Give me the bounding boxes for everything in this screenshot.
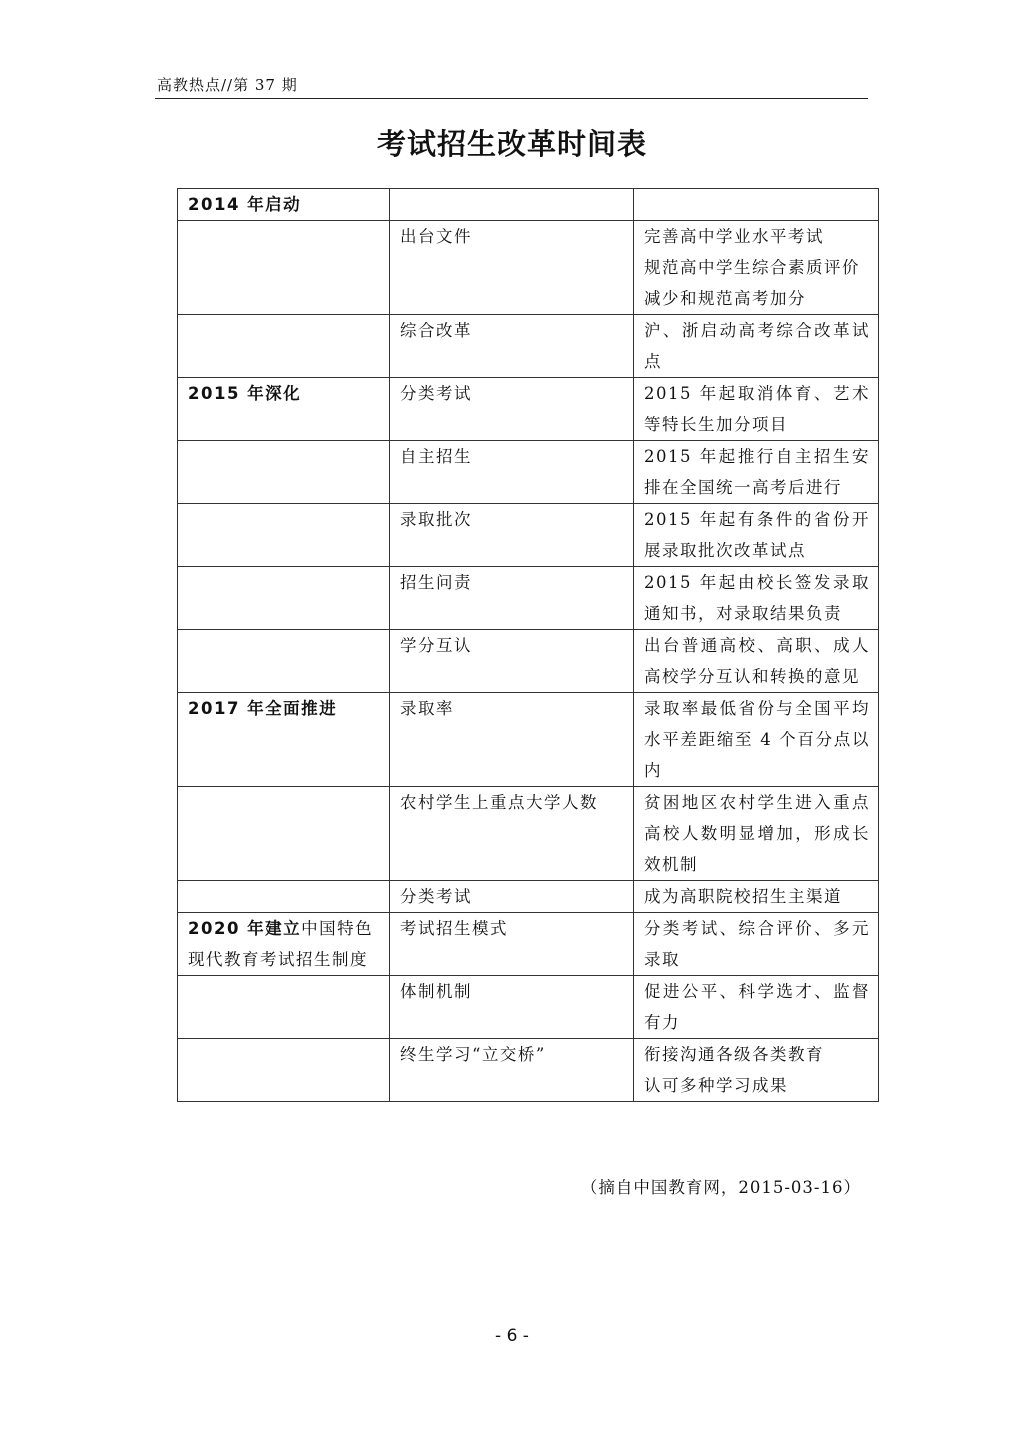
details-cell (634, 881, 879, 913)
item-cell (390, 881, 634, 913)
detail-text: 认可多种学习成果 (644, 1076, 788, 1095)
item-cell (390, 787, 634, 881)
detail-text: 2015 年起取消体育、艺术等特长生加分项目 (644, 384, 870, 434)
item-cell (390, 976, 634, 1039)
item-label: 自主招生 (400, 447, 472, 466)
table-row (178, 1039, 879, 1102)
item-cell (390, 378, 634, 441)
item-cell (390, 504, 634, 567)
details-cell (634, 221, 879, 315)
table-row (178, 913, 879, 976)
page-number: - 6 - (495, 1326, 529, 1346)
phase-cell (178, 787, 390, 881)
phase-cell (178, 881, 390, 913)
item-label: 农村学生上重点大学人数 (400, 793, 598, 812)
page-title: 考试招生改革时间表 (376, 127, 647, 161)
details-cell (634, 1039, 879, 1102)
item-cell (390, 913, 634, 976)
detail-text: 成为高职院校招生主渠道 (644, 887, 842, 906)
timeline-table (177, 188, 879, 1102)
phase-cell (178, 630, 390, 693)
phase-cell (178, 221, 390, 315)
running-header: 高教热点//第 37 期 (157, 76, 298, 94)
item-cell (390, 315, 634, 378)
phase-cell (178, 378, 390, 441)
table-row (178, 378, 879, 441)
detail-text: 沪、浙启动高考综合改革试点 (644, 321, 870, 371)
details-cell (634, 504, 879, 567)
detail-text: 衔接沟通各级各类教育 (644, 1045, 824, 1064)
item-label: 体制机制 (400, 982, 472, 1001)
detail-text: 完善高中学业水平考试 (644, 227, 824, 246)
item-cell (390, 1039, 634, 1102)
table-row (178, 189, 879, 221)
details-cell (634, 441, 879, 504)
table-row (178, 315, 879, 378)
details-cell (634, 913, 879, 976)
phase-cell (178, 504, 390, 567)
details-cell (634, 787, 879, 881)
table-row (178, 630, 879, 693)
table-row (178, 976, 879, 1039)
phase-label: 2020 年建立 (188, 919, 302, 938)
item-label: 出台文件 (400, 227, 472, 246)
item-cell (390, 189, 634, 221)
detail-text: 贫困地区农村学生进入重点高校人数明显增加，形成长效机制 (644, 793, 870, 874)
item-cell (390, 630, 634, 693)
phase-cell (178, 913, 390, 976)
detail-text: 2015 年起推行自主招生安排在全国统一高考后进行 (644, 447, 870, 497)
detail-text: 分类考试、综合评价、多元录取 (644, 919, 870, 969)
item-label: 终生学习“立交桥” (400, 1045, 546, 1064)
item-label: 考试招生模式 (400, 919, 508, 938)
table-row (178, 693, 879, 787)
table-row (178, 504, 879, 567)
detail-text: 规范高中学生综合素质评价 (644, 258, 860, 277)
detail-text: 出台普通高校、高职、成人高校学分互认和转换的意见 (644, 636, 870, 686)
detail-text: 2015 年起由校长签发录取通知书，对录取结果负责 (644, 573, 870, 623)
table-row (178, 787, 879, 881)
item-label: 招生问责 (400, 573, 472, 592)
item-label: 分类考试 (400, 887, 472, 906)
phase-cell (178, 693, 390, 787)
details-cell (634, 378, 879, 441)
detail-text: 录取率最低省份与全国平均水平差距缩至 4 个百分点以内 (644, 699, 870, 780)
phase-label: 2015 年深化 (188, 384, 302, 403)
detail-text: 减少和规范高考加分 (644, 289, 806, 308)
table-row (178, 221, 879, 315)
item-cell (390, 441, 634, 504)
table-row (178, 567, 879, 630)
item-label: 录取批次 (400, 510, 472, 529)
phase-cell (178, 315, 390, 378)
details-cell (634, 189, 879, 221)
phase-label: 2017 年全面推进 (188, 699, 338, 718)
details-cell (634, 976, 879, 1039)
item-label: 录取率 (400, 699, 454, 718)
phase-description: 中国特色现代教育考试招生制度 (188, 919, 374, 969)
details-cell (634, 630, 879, 693)
phase-cell (178, 567, 390, 630)
table-row (178, 881, 879, 913)
detail-text: 促进公平、科学选才、监督有力 (644, 982, 870, 1032)
phase-label: 2014 年启动 (188, 195, 302, 214)
item-cell (390, 221, 634, 315)
table-row (178, 441, 879, 504)
item-cell (390, 693, 634, 787)
header-rule (155, 98, 868, 99)
phase-cell (178, 976, 390, 1039)
item-label: 学分互认 (400, 636, 472, 655)
detail-text: 2015 年起有条件的省份开展录取批次改革试点 (644, 510, 870, 560)
item-cell (390, 567, 634, 630)
item-label: 分类考试 (400, 384, 472, 403)
item-label: 综合改革 (400, 321, 472, 340)
phase-cell (178, 189, 390, 221)
details-cell (634, 693, 879, 787)
source-citation: （摘自中国教育网，2015-03-16） (580, 1178, 861, 1197)
details-cell (634, 567, 879, 630)
phase-cell (178, 1039, 390, 1102)
details-cell (634, 315, 879, 378)
phase-cell (178, 441, 390, 504)
